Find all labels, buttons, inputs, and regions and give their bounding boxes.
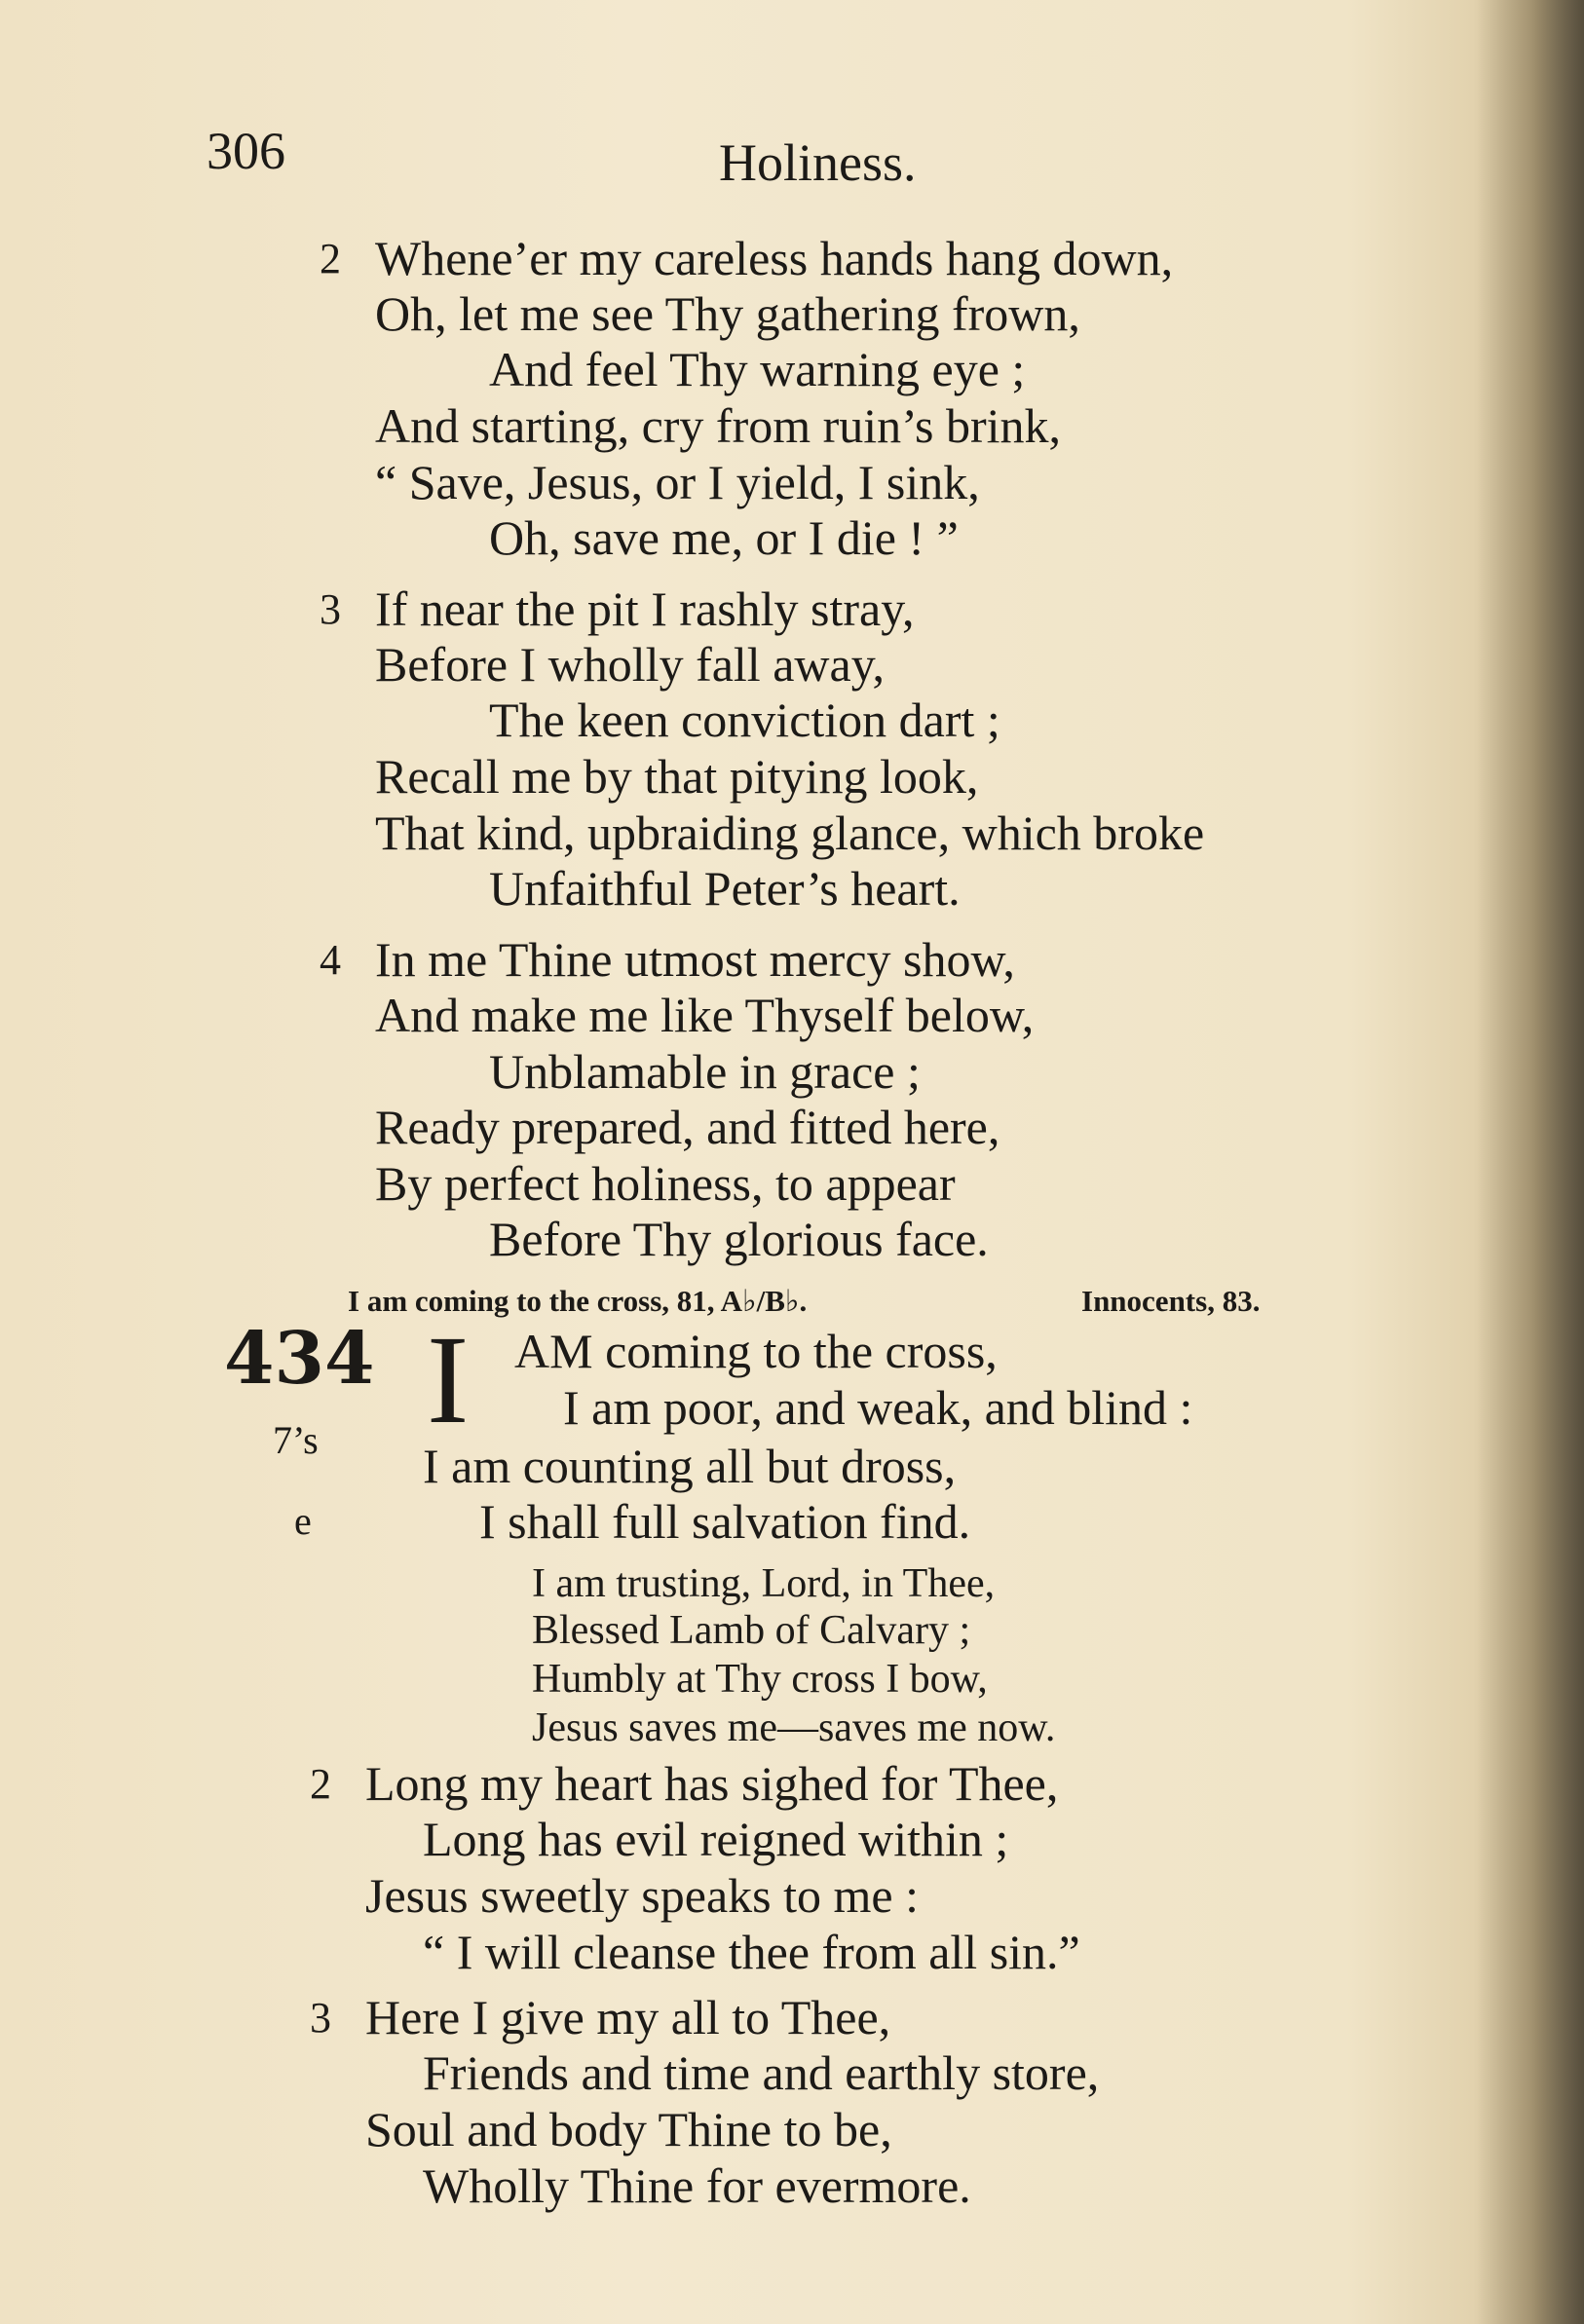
tune-reference-right: Innocents, 83.	[1081, 1284, 1261, 1318]
chorus-line: I am trusting, Lord, in Thee,	[532, 1561, 996, 1606]
chorus-line: Blessed Lamb of Calvary ;	[532, 1608, 971, 1653]
verse-line: Oh, save me, or I die ! ”	[489, 510, 959, 565]
hymn-number: 434	[224, 1317, 375, 1401]
verse-line: Here I give my all to Thee,	[365, 1990, 891, 2044]
drop-cap: I	[427, 1310, 470, 1450]
verse-number: 2	[310, 1760, 331, 1808]
verse-line: Unblamable in grace ;	[489, 1044, 921, 1099]
verse-line: And starting, cry from ruin’s brink,	[375, 398, 1062, 453]
verse-line: AM coming to the cross,	[514, 1324, 998, 1378]
verse-line: Whene’er my careless hands hang down,	[375, 231, 1174, 285]
verse-line: I am poor, and weak, and blind :	[563, 1380, 1193, 1435]
verse-line: By perfect holiness, to appear	[375, 1156, 956, 1211]
tune-reference-left: I am coming to the cross, 81, A♭/B♭.	[348, 1284, 808, 1318]
page-number: 306	[207, 122, 285, 180]
verse-line: Long has evil reigned within ;	[423, 1812, 1009, 1866]
verse-number: 3	[320, 585, 341, 633]
verse-line: I shall full salvation find.	[479, 1494, 971, 1549]
hymn-key: e	[294, 1499, 312, 1543]
verse-line: Unfaithful Peter’s heart.	[489, 861, 961, 916]
verse-line: Before Thy glorious face.	[489, 1212, 989, 1266]
hymn-meter: 7’s	[273, 1418, 319, 1462]
page-title: Holiness.	[719, 133, 917, 192]
verse-line: If near the pit I rashly stray,	[375, 581, 915, 636]
verse-line: And feel Thy warning eye ;	[489, 342, 1026, 396]
verse-line: That kind, upbraiding glance, which broke	[375, 806, 1205, 860]
verse-line: Jesus sweetly speaks to me :	[365, 1868, 919, 1923]
verse-line: “ I will cleanse thee from all sin.”	[423, 1925, 1080, 1979]
verse-line: Friends and time and earthly store,	[423, 2045, 1100, 2100]
page-gutter-shadow	[1477, 0, 1584, 2324]
verse-line: Wholly Thine for evermore.	[423, 2158, 971, 2213]
verse-line: In me Thine utmost mercy show,	[375, 932, 1015, 987]
verse-line: I am counting all but dross,	[423, 1439, 957, 1493]
verse-line: Recall me by that pitying look,	[375, 749, 979, 804]
verse-number: 2	[320, 235, 341, 282]
verse-number: 3	[310, 1994, 331, 2042]
verse-line: Before I wholly fall away,	[375, 637, 885, 692]
verse-line: Ready prepared, and fitted here,	[375, 1100, 1000, 1154]
verse-line: Long my heart has sighed for Thee,	[365, 1756, 1059, 1811]
verse-line: The keen conviction dart ;	[489, 693, 1000, 747]
verse-line: “ Save, Jesus, or I yield, I sink,	[375, 455, 980, 509]
verse-line: Oh, let me see Thy gathering frown,	[375, 286, 1080, 341]
chorus-line: Jesus saves me—saves me now.	[532, 1706, 1056, 1750]
verse-number: 4	[320, 936, 341, 984]
verse-line: Soul and body Thine to be,	[365, 2102, 892, 2156]
verse-line: And make me like Thyself below,	[375, 988, 1035, 1042]
chorus-line: Humbly at Thy cross I bow,	[532, 1657, 988, 1702]
